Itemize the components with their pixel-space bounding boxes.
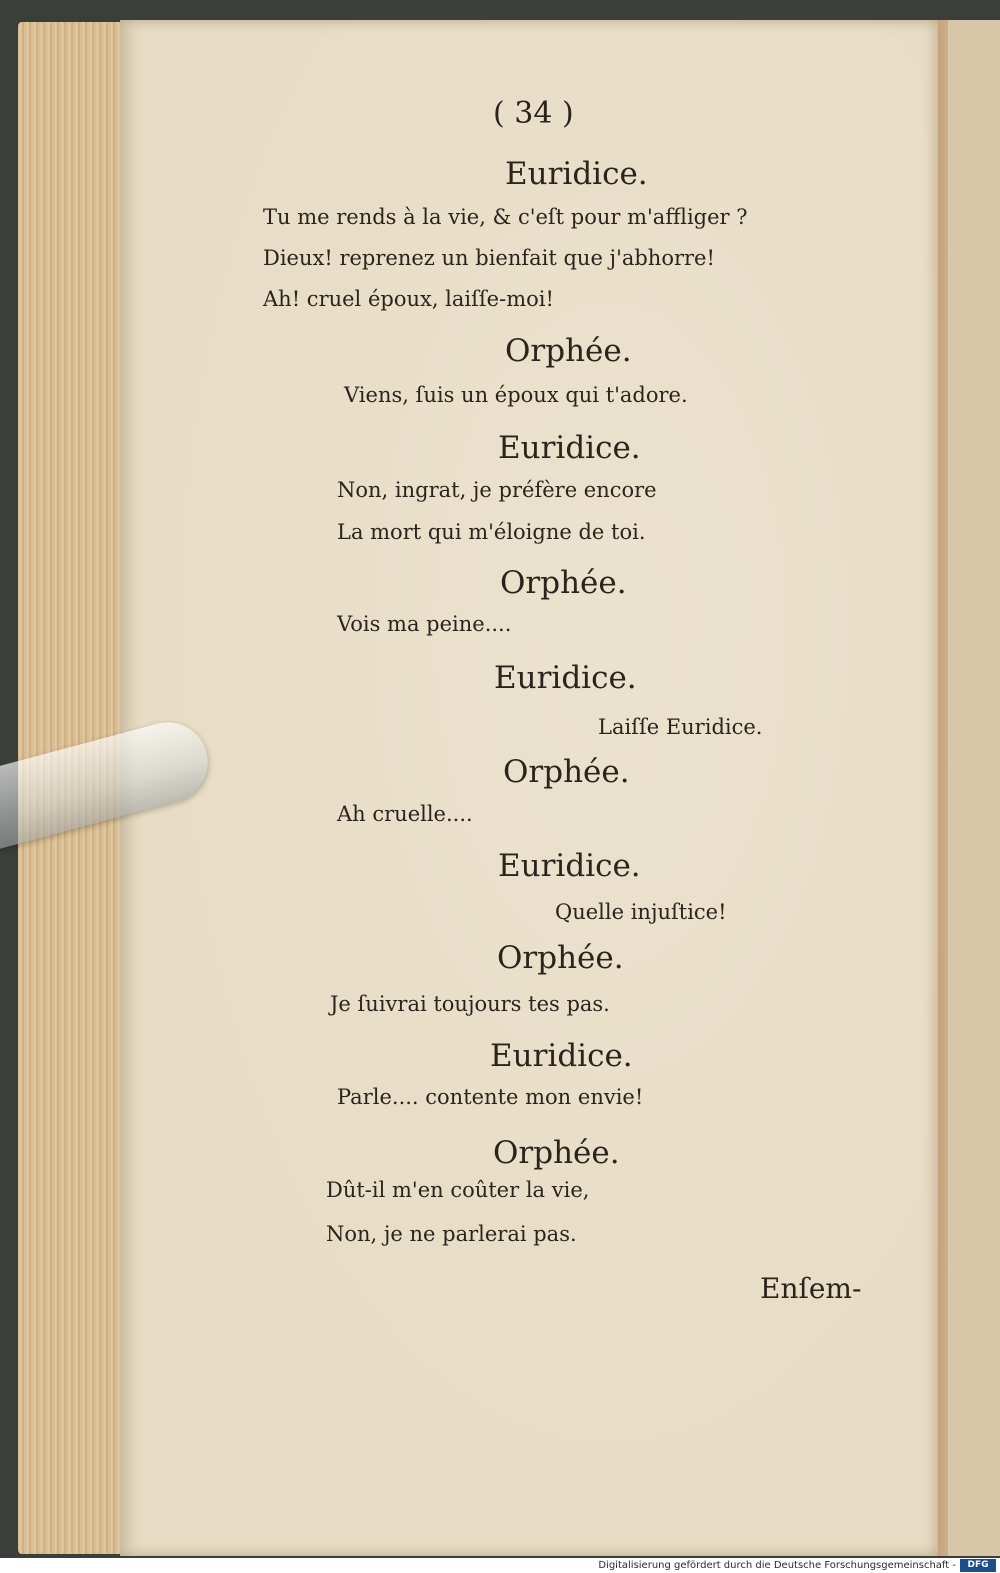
speaker-heading: Orphée. — [505, 333, 632, 369]
page-number: ( 34 ) — [493, 96, 574, 131]
adjacent-page-edge — [936, 20, 1000, 1556]
verse-line: Viens, ſuis un époux qui t'adore. — [344, 383, 688, 407]
verse-line: La mort qui m'éloigne de toi. — [337, 520, 646, 544]
digitization-footer — [0, 1558, 1000, 1573]
verse-line: Vois ma peine.... — [337, 612, 512, 636]
catchword: Enſem- — [760, 1272, 862, 1305]
speaker-heading: Euridice. — [498, 848, 641, 884]
funding-credit: Digitalisierung gefördert durch die Deutsche Forschungsgemeinschaft - — [598, 1560, 956, 1571]
verse-line: Dieux! reprenez un bienfait que j'abhorre! — [263, 246, 715, 270]
speaker-heading: Euridice. — [494, 660, 637, 696]
speaker-heading: Euridice. — [505, 156, 648, 192]
verse-line: Ah cruelle.... — [337, 802, 473, 826]
verse-line: Je ſuivrai toujours tes pas. — [330, 992, 610, 1016]
dfg-logo-icon: DFG — [960, 1559, 996, 1572]
speaker-heading: Euridice. — [498, 430, 641, 466]
speaker-heading: Orphée. — [493, 1135, 620, 1171]
speaker-heading: Orphée. — [497, 940, 624, 976]
verse-line: Tu me rends à la vie, & c'eſt pour m'affliger ? — [263, 205, 748, 229]
verse-line: Dût-il m'en coûter la vie, — [326, 1178, 590, 1202]
speaker-heading: Orphée. — [500, 565, 627, 601]
verse-line: Non, je ne parlerai pas. — [326, 1222, 577, 1246]
speaker-heading: Euridice. — [490, 1038, 633, 1074]
verse-line: Laiſſe Euridice. — [598, 715, 763, 739]
verse-line: Non, ingrat, je préfère encore — [337, 478, 657, 502]
verse-line: Parle.... contente mon envie! — [337, 1085, 644, 1109]
speaker-heading: Orphée. — [503, 754, 630, 790]
verse-line: Quelle injuſtice! — [555, 900, 727, 924]
verse-line: Ah! cruel époux, laiſſe-moi! — [263, 287, 554, 311]
